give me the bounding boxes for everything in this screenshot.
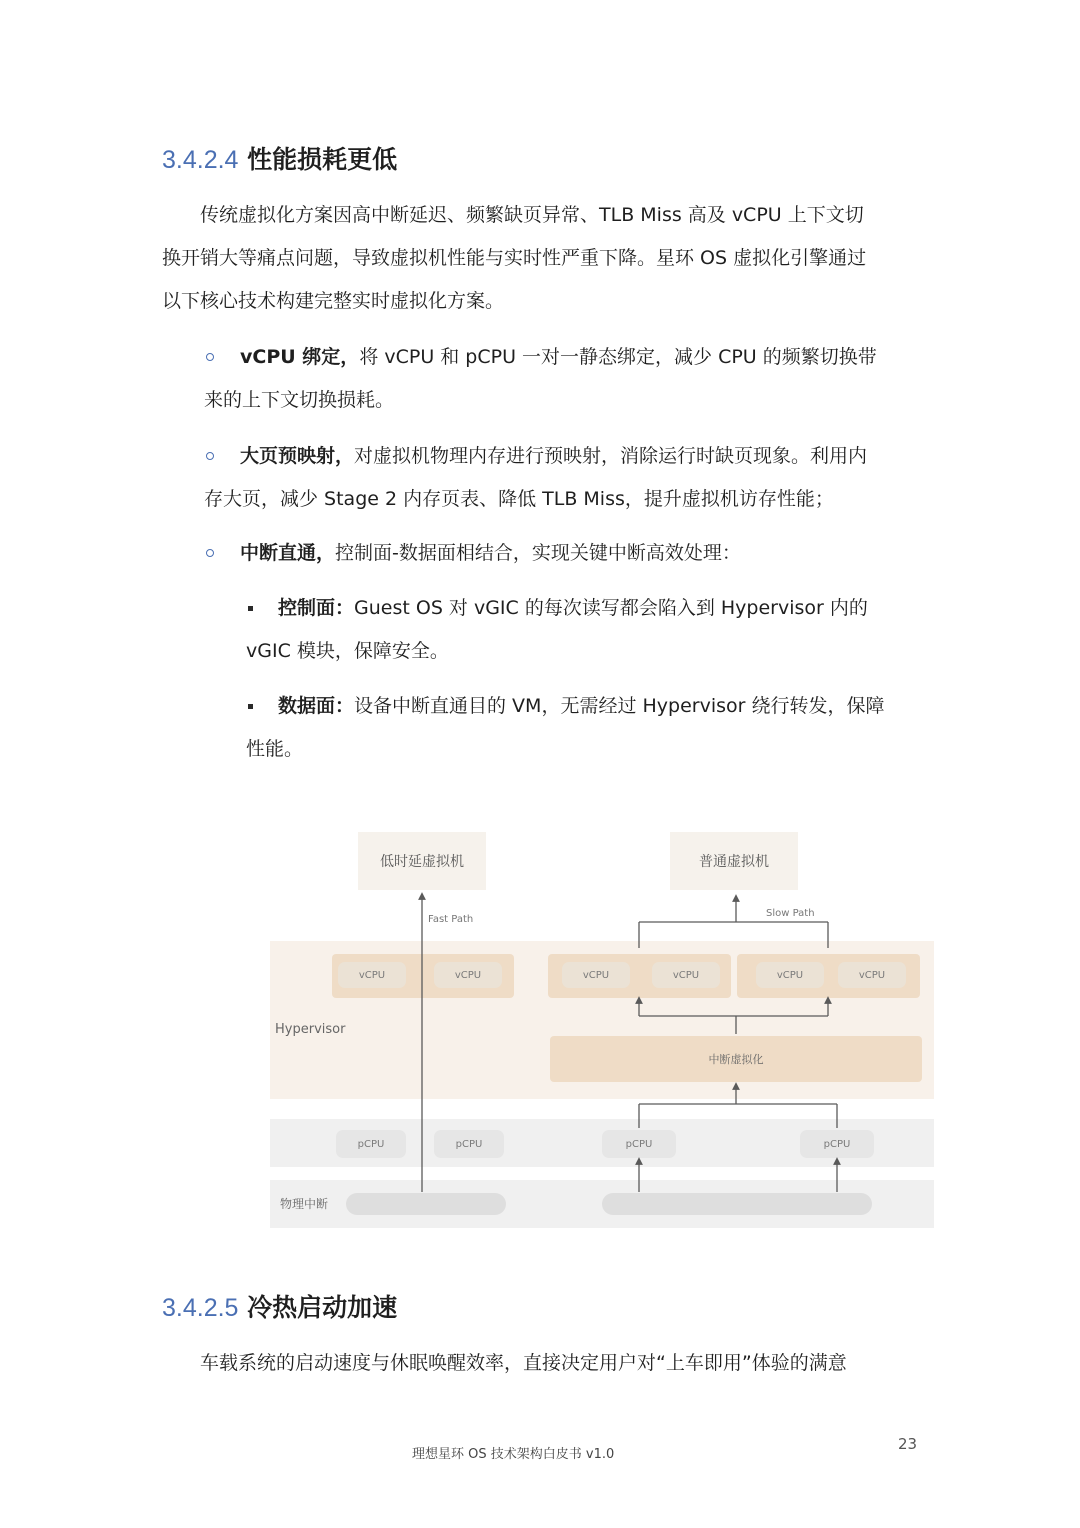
intro-line: 以下核心技术构建完整实时虚拟化方案。 [162, 290, 505, 312]
fast-path-label: Fast Path [428, 914, 474, 925]
pcpu-chip: pCPU [800, 1130, 874, 1158]
slow-path-label: Slow Path [766, 908, 815, 919]
sub-list-item-text: 性能。 [246, 738, 304, 760]
section-number: 3.4.2.5 [162, 1294, 239, 1322]
sub-list-item-bold: 数据面： [278, 695, 355, 717]
normal-vm-box: 普通虚拟机 [670, 832, 798, 890]
list-item-bold: 大页预映射， [240, 445, 355, 467]
vcpu-chip: vCPU [562, 962, 630, 988]
irq-virtualization-box: 中断虚拟化 [550, 1036, 922, 1082]
page-number: 23 [898, 1435, 918, 1453]
vcpu-chip: vCPU [756, 962, 824, 988]
sub-list-item [246, 587, 868, 673]
section-heading [162, 140, 397, 176]
list-item-text: 将 vCPU 和 pCPU 一对一静态绑定，减少 CPU 的频繁切换带 [359, 346, 877, 368]
outro-paragraph [200, 1342, 847, 1385]
vcpu-chip: vCPU [338, 962, 406, 988]
list-item-bold: vCPU 绑定， [240, 346, 360, 368]
sub-list-item-text: vGIC 模块，保障安全。 [246, 640, 449, 662]
pcpu-chip: pCPU [602, 1130, 676, 1158]
section-number: 3.4.2.4 [162, 146, 239, 174]
hypervisor-label: Hypervisor [275, 1022, 346, 1037]
list-item [204, 532, 741, 575]
pcpu-chip: pCPU [434, 1130, 504, 1158]
list-item-bold: 中断直通， [240, 542, 336, 564]
list-item-text: 来的上下文切换损耗。 [204, 389, 395, 411]
low-latency-vm-box: 低时延虚拟机 [358, 832, 486, 890]
pcpu-chip: pCPU [336, 1130, 406, 1158]
section-title: 性能损耗更低 [247, 145, 398, 174]
vcpu-chip: vCPU [434, 962, 502, 988]
diagram-arrows [246, 788, 996, 1246]
sub-list-item-text: 设备中断直通目的 VM，无需经过 Hypervisor 绕行转发，保障 [354, 695, 885, 717]
intro-paragraph [162, 194, 866, 323]
interrupt-passthrough-diagram [246, 788, 996, 1246]
vcpu-chip: vCPU [652, 962, 720, 988]
section-heading [162, 1288, 397, 1324]
intro-line: 传统虚拟化方案因高中断延迟、频繁缺页异常、TLB Miss 高及 vCPU 上下文切 [200, 204, 864, 226]
list-item-text: 存大页，减少 Stage 2 内存页表、降低 TLB Miss，提升虚拟机访存性能； [204, 488, 834, 510]
list-item [204, 435, 867, 521]
sub-list-item-text: Guest OS 对 vGIC 的每次读写都会陷入到 Hypervisor 内的 [354, 597, 868, 619]
vcpu-chip: vCPU [838, 962, 906, 988]
sub-list-item-bold: 控制面： [278, 597, 355, 619]
section-title: 冷热启动加速 [247, 1293, 398, 1322]
list-item [204, 336, 877, 422]
footer-doc-title: 理想星环 OS 技术架构白皮书 v1.0 [412, 1447, 615, 1462]
sub-list-item [246, 685, 884, 771]
physical-interrupt-label: 物理中断 [280, 1197, 329, 1211]
intro-line: 换开销大等痛点问题，导致虚拟机性能与实时性严重下降。星环 OS 虚拟化引擎通过 [162, 247, 867, 269]
outro-line: 车载系统的启动速度与休眠唤醒效率，直接决定用户对“上车即用”体验的满意 [200, 1352, 847, 1374]
list-item-text: 对虚拟机物理内存进行预映射，消除运行时缺页现象。利用内 [354, 445, 868, 467]
list-item-text: 控制面-数据面相结合，实现关键中断高效处理： [335, 542, 741, 564]
